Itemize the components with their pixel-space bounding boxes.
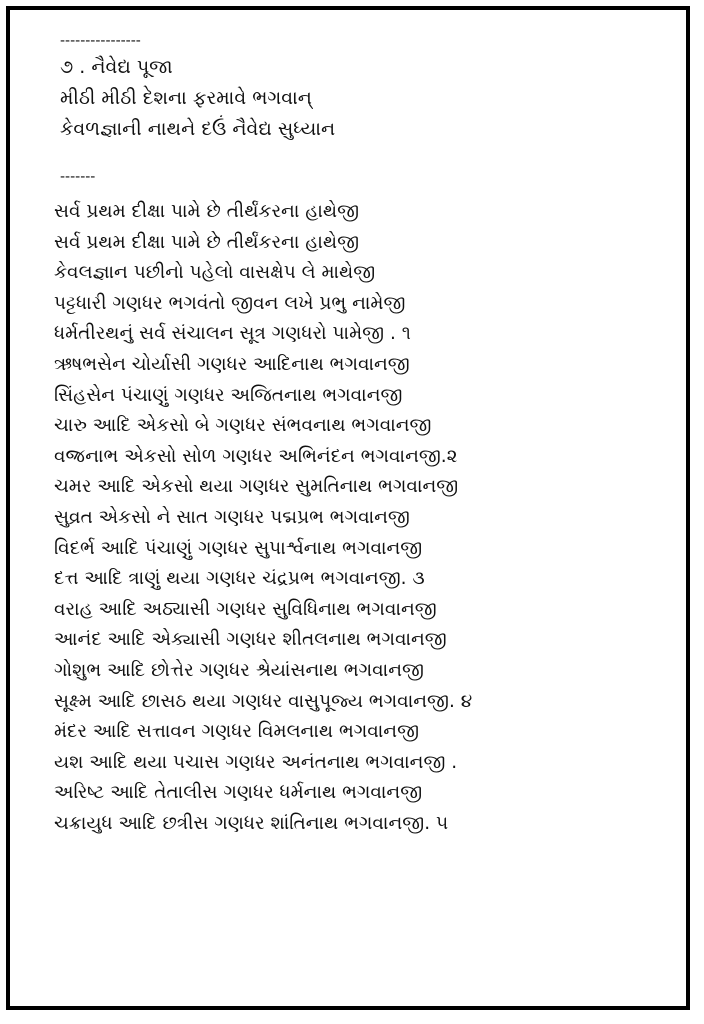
verse-line: ગોશુભ આદિ છોત્તેર ગણધર શ્રેયાંસનાથ ભગવાનજી xyxy=(54,659,424,681)
pooja-title: ૭ . નૈવેદ્ય પૂજા xyxy=(60,56,173,78)
separator-bottom: ------- xyxy=(60,169,96,185)
verse-line: ચારુ આદિ એકસો બે ગણધર સંભવનાથ ભગવાનજી xyxy=(54,415,432,437)
verse-line: સિંહસેન પંચાણું ગણધર અજિતનાથ ભગવાનજી xyxy=(54,384,403,406)
verse-body xyxy=(54,197,674,839)
verse-line: અરિષ્ટ આદિ તેતાલીસ ગણધર ધર્મનાથ ભગવાનજી xyxy=(54,782,423,804)
verse-line: સુવ્રત એકસો ને સાત ગણધર પદ્મપ્રભ ભગવાનજી xyxy=(54,506,410,528)
verse-line: સર્વ પ્રથમ દીક્ષા પામે છે તીર્થંકરના હાથેજી xyxy=(54,231,360,253)
verse-line: સૂક્ષ્મ આદિ છાસઠ થયા ગણધર વાસુપૂજ્ય ભગવાનજી. ૪ xyxy=(54,690,473,712)
header-verse-line-1: મીઠી મીઠી દેશના ફરમાવે ભગવાન્ xyxy=(60,87,312,109)
verse-line: સર્વ પ્રથમ દીક્ષા પામે છે તીર્થંકરના હાથેજી xyxy=(54,201,360,222)
verse-line: વજ્રનાભ એકસો સોળ ગણધર અભિનંદન ભગવાનજી.૨ xyxy=(54,445,458,467)
verse-line: વિદર્ભ આદિ પંચાણું ગણધર સુપાર્શ્વનાથ ભગવાનજી xyxy=(54,537,423,559)
pooja-header xyxy=(60,32,335,145)
verse-line: ધર્મતીરથનું સર્વ સંચાલન સૂત્ર ગણધરો પામેજી . ૧ xyxy=(54,323,411,345)
verse-line: મંદર આદિ સત્તાવન ગણધર વિમલનાથ ભગવાનજી xyxy=(54,721,420,743)
verse-line: આનંદ આદિ એક્યાસી ગણધર શીતલનાથ ભગવાનજી xyxy=(54,629,447,651)
document-page xyxy=(6,6,690,1010)
verse-line: દત્ત આદિ ત્રાણું થયા ગણધર ચંદ્રપ્રભ ભગવાનજી. ૩ xyxy=(54,568,425,590)
verse-line: ચમર આદિ એકસો થયા ગણધર સુમતિનાથ ભગવાનજી xyxy=(54,476,459,498)
verse-line: પટ્ટધારી ગણધર ભગવંતો જીવન લખે પ્રભુ નામેજી xyxy=(54,292,406,314)
verse-line: કેવલજ્ઞાન પછીનો પહેલો વાસક્ષેપ લે માથેજી xyxy=(54,262,376,284)
verse-line: ચક્રાયુધ આદિ છત્રીસ ગણધર શાંતિનાથ ભગવાનજી. ૫ xyxy=(54,812,449,834)
verse-line: ઋષભસેન ચોર્યાસી ગણધર આદિનાથ ભગવાનજી xyxy=(54,353,410,375)
separator-top: ---------------- xyxy=(60,33,141,49)
verse-line: યશ આદિ થયા પચાસ ગણધર અનંતનાથ ભગવાનજી . xyxy=(54,751,458,773)
verse-line: વરાહ આદિ અઠ્યાસી ગણધર સુવિધિનાથ ભગવાનજી xyxy=(54,598,437,620)
header-verse-line-2: કેવળજ્ઞાની નાથને દઉં નૈવેદ્ય સુધ્યાન xyxy=(60,118,336,140)
